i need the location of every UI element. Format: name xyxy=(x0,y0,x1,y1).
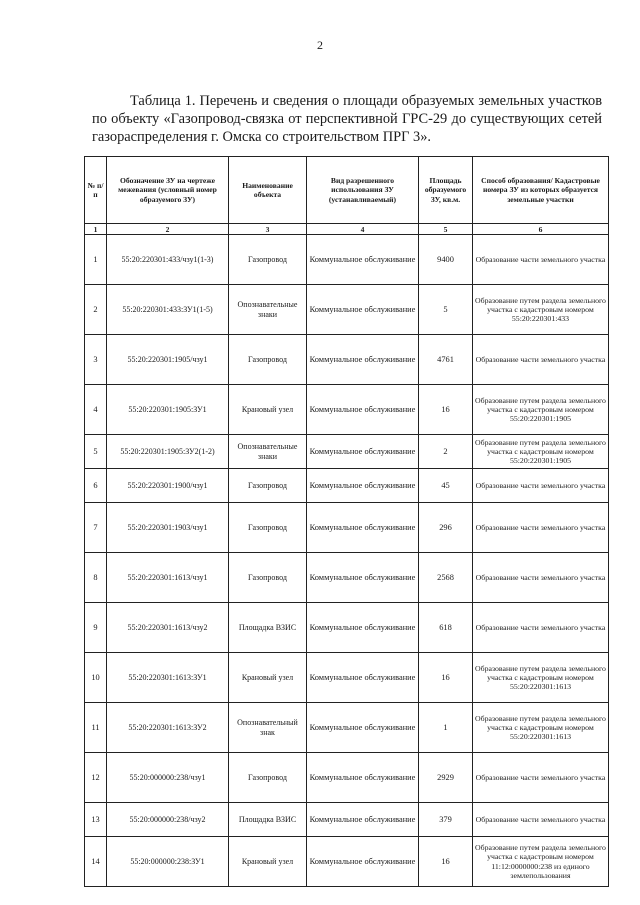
cell-permitted-use: Коммунальное обслуживание xyxy=(307,385,419,435)
cell-designation: 55:20:220301:1613:ЗУ1 xyxy=(107,653,229,703)
table-row xyxy=(85,553,609,603)
table-header-row xyxy=(85,157,609,224)
table-row xyxy=(85,803,609,837)
cell-permitted-use: Коммунальное обслуживание xyxy=(307,285,419,335)
cell-permitted-use: Коммунальное обслуживание xyxy=(307,503,419,553)
cell-number: 6 xyxy=(85,469,107,503)
cell-permitted-use: Коммунальное обслуживание xyxy=(307,703,419,753)
cell-formation-method: Образование части земельного участка xyxy=(473,469,609,503)
cell-permitted-use: Коммунальное обслуживание xyxy=(307,803,419,837)
cell-number: 1 xyxy=(85,235,107,285)
table-row xyxy=(85,603,609,653)
cell-object-name: Газопровод xyxy=(229,335,307,385)
cell-permitted-use: Коммунальное обслуживание xyxy=(307,235,419,285)
page-number: 2 xyxy=(317,38,323,52)
cell-permitted-use: Коммунальное обслуживание xyxy=(307,653,419,703)
cell-designation: 55:20:220301:1613:ЗУ2 xyxy=(107,703,229,753)
cell-area: 5 xyxy=(419,285,473,335)
cell-formation-method: Образование путем раздела земельного участка с кадастровым номером 55:20:220301:1905 xyxy=(473,385,609,435)
cell-designation: 55:20:000000:238/чзу1 xyxy=(107,753,229,803)
cell-formation-method: Образование части земельного участка xyxy=(473,803,609,837)
cell-object-name: Крановый узел xyxy=(229,837,307,887)
cell-object-name: Опознавательные знаки xyxy=(229,435,307,469)
table-title-text: Таблица 1. Перечень и сведения о площади образуемых земельных участков по объекту «Газопровод-связка от перспективной ГРС-29 до существующих сетей газораспределения г. Омска со строительством ПРГ 3». xyxy=(92,93,602,145)
table-row xyxy=(85,653,609,703)
table-row xyxy=(85,753,609,803)
column-number: 1 xyxy=(85,224,107,235)
table-row xyxy=(85,435,609,469)
cell-permitted-use: Коммунальное обслуживание xyxy=(307,753,419,803)
cell-area: 379 xyxy=(419,803,473,837)
cell-object-name: Опознавательный знак xyxy=(229,703,307,753)
cell-area: 9400 xyxy=(419,235,473,285)
cell-object-name: Площадка ВЗИС xyxy=(229,603,307,653)
table-row xyxy=(85,703,609,753)
cell-area: 45 xyxy=(419,469,473,503)
cell-designation: 55:20:220301:1905/чзу1 xyxy=(107,335,229,385)
cell-formation-method: Образование части земельного участка xyxy=(473,503,609,553)
header-object-name: Наименование объекта xyxy=(229,157,307,224)
cell-object-name: Газопровод xyxy=(229,235,307,285)
cell-designation: 55:20:220301:433/чзу1(1-3) xyxy=(107,235,229,285)
cell-number: 10 xyxy=(85,653,107,703)
cell-formation-method: Образование путем раздела земельного участка с кадастровым номером 55:20:220301:1905 xyxy=(473,435,609,469)
cell-object-name: Опознавательные знаки xyxy=(229,285,307,335)
cell-formation-method: Образование части земельного участка xyxy=(473,235,609,285)
cell-formation-method: Образование путем раздела земельного участка с кадастровым номером 11:12:0000000:238 из единого землепользования xyxy=(473,837,609,887)
table-row xyxy=(85,503,609,553)
column-number-row xyxy=(85,224,609,235)
column-number: 6 xyxy=(473,224,609,235)
cell-permitted-use: Коммунальное обслуживание xyxy=(307,335,419,385)
cell-designation: 55:20:220301:433:ЗУ1(1-5) xyxy=(107,285,229,335)
table-row xyxy=(85,385,609,435)
column-number: 4 xyxy=(307,224,419,235)
cell-number: 4 xyxy=(85,385,107,435)
cell-number: 13 xyxy=(85,803,107,837)
header-number: № п/п xyxy=(85,157,107,224)
table-row xyxy=(85,285,609,335)
header-area: Площадь образуемого ЗУ, кв.м. xyxy=(419,157,473,224)
cell-permitted-use: Коммунальное обслуживание xyxy=(307,553,419,603)
header-formation-method: Способ образования/ Кадастровые номера ЗУ из которых образуется земельные участки xyxy=(473,157,609,224)
table-row xyxy=(85,235,609,285)
header-designation: Обозначение ЗУ на чертеже межевания (условный номер образуемого ЗУ) xyxy=(107,157,229,224)
cell-area: 16 xyxy=(419,653,473,703)
cell-number: 11 xyxy=(85,703,107,753)
table-title xyxy=(92,92,602,146)
cell-designation: 55:20:220301:1613/чзу2 xyxy=(107,603,229,653)
cell-area: 2 xyxy=(419,435,473,469)
column-number: 2 xyxy=(107,224,229,235)
cell-number: 9 xyxy=(85,603,107,653)
cell-formation-method: Образование путем раздела земельного участка с кадастровым номером 55:20:220301:433 xyxy=(473,285,609,335)
cell-formation-method: Образование части земельного участка xyxy=(473,335,609,385)
cell-number: 3 xyxy=(85,335,107,385)
cell-permitted-use: Коммунальное обслуживание xyxy=(307,603,419,653)
header-permitted-use: Вид разрешенного использования ЗУ (устанавливаемый) xyxy=(307,157,419,224)
cell-object-name: Газопровод xyxy=(229,503,307,553)
cell-designation: 55:20:000000:238:ЗУ1 xyxy=(107,837,229,887)
cell-number: 7 xyxy=(85,503,107,553)
cell-object-name: Площадка ВЗИС xyxy=(229,803,307,837)
cell-area: 4761 xyxy=(419,335,473,385)
table-row xyxy=(85,335,609,385)
cell-designation: 55:20:220301:1613/чзу1 xyxy=(107,553,229,603)
cell-area: 1 xyxy=(419,703,473,753)
cell-number: 12 xyxy=(85,753,107,803)
cell-permitted-use: Коммунальное обслуживание xyxy=(307,435,419,469)
cell-number: 8 xyxy=(85,553,107,603)
table-row xyxy=(85,469,609,503)
cell-number: 14 xyxy=(85,837,107,887)
cell-formation-method: Образование части земельного участка xyxy=(473,603,609,653)
cell-designation: 55:20:000000:238/чзу2 xyxy=(107,803,229,837)
cell-formation-method: Образование путем раздела земельного участка с кадастровым номером 55:20:220301:1613 xyxy=(473,653,609,703)
cell-area: 2929 xyxy=(419,753,473,803)
cell-object-name: Крановый узел xyxy=(229,385,307,435)
cell-formation-method: Образование части земельного участка xyxy=(473,753,609,803)
column-number: 3 xyxy=(229,224,307,235)
cell-area: 2568 xyxy=(419,553,473,603)
cell-formation-method: Образование путем раздела земельного участка с кадастровым номером 55:20:220301:1613 xyxy=(473,703,609,753)
cell-permitted-use: Коммунальное обслуживание xyxy=(307,469,419,503)
cell-number: 5 xyxy=(85,435,107,469)
column-number: 5 xyxy=(419,224,473,235)
cell-designation: 55:20:220301:1905:ЗУ1 xyxy=(107,385,229,435)
cell-object-name: Газопровод xyxy=(229,553,307,603)
cell-area: 16 xyxy=(419,837,473,887)
cell-designation: 55:20:220301:1905:ЗУ2(1-2) xyxy=(107,435,229,469)
table-row xyxy=(85,837,609,887)
cell-number: 2 xyxy=(85,285,107,335)
cell-formation-method: Образование части земельного участка xyxy=(473,553,609,603)
cell-area: 618 xyxy=(419,603,473,653)
table-body xyxy=(85,224,609,887)
cell-designation: 55:20:220301:1903/чзу1 xyxy=(107,503,229,553)
cell-area: 16 xyxy=(419,385,473,435)
cell-object-name: Крановый узел xyxy=(229,653,307,703)
cell-permitted-use: Коммунальное обслуживание xyxy=(307,837,419,887)
cell-object-name: Газопровод xyxy=(229,753,307,803)
cell-object-name: Газопровод xyxy=(229,469,307,503)
land-plots-table xyxy=(84,156,609,887)
cell-designation: 55:20:220301:1900/чзу1 xyxy=(107,469,229,503)
cell-area: 296 xyxy=(419,503,473,553)
